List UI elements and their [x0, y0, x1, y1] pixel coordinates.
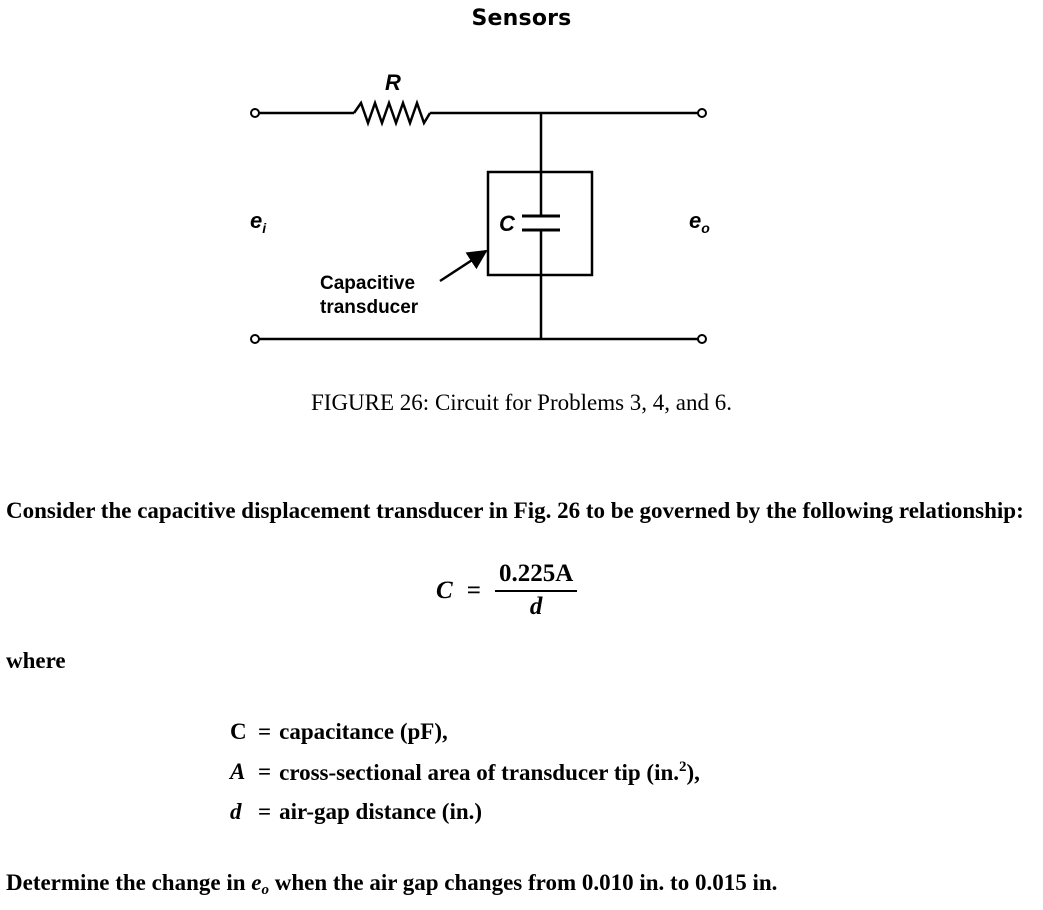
question-variable: e — [251, 870, 262, 895]
definition-text — [279, 759, 700, 786]
output-terminal-top — [698, 109, 706, 117]
intro-paragraph: Consider the capacitive displacement transducer in Fig. 26 to be governed by the following relationship: — [6, 498, 1024, 523]
input-terminal-bottom — [251, 335, 259, 343]
definition-text: air-gap distance (in.) — [279, 799, 483, 824]
equation-lhs: C — [436, 576, 453, 604]
capacitance-equation — [436, 560, 577, 621]
input-voltage-symbol: e — [250, 208, 263, 233]
output-voltage-symbol: e — [689, 208, 702, 233]
equation-denominator: d — [529, 593, 543, 620]
output-voltage-subscript: o — [701, 220, 710, 236]
definition-superscript: 2 — [679, 758, 687, 775]
output-terminal-bottom — [698, 335, 706, 343]
transducer-label-line1: Capacitive — [320, 273, 416, 294]
equation-equals: = — [466, 576, 481, 604]
definition-equals: = — [258, 799, 272, 824]
definition-row — [230, 712, 700, 752]
definition-text: capacitance (pF), — [279, 719, 448, 744]
definition-list — [230, 712, 700, 832]
definition-symbol: d — [230, 799, 242, 824]
where-label: where — [6, 648, 66, 673]
transducer-label-line2: transducer — [320, 297, 419, 318]
figure-caption: FIGURE 26: Circuit for Problems 3, 4, and 6. — [311, 390, 732, 415]
capacitor-label: C — [499, 211, 515, 236]
definition-text-tail: ), — [686, 759, 700, 785]
equation-fraction — [495, 560, 577, 621]
definition-text-main: cross-sectional area of transducer tip (in. — [279, 759, 680, 785]
question-text-pre: Determine the change in — [6, 870, 252, 895]
running-head: Sensors — [471, 6, 572, 31]
resistor-label: R — [385, 70, 401, 95]
resistor-symbol — [354, 103, 430, 123]
input-terminal-top — [251, 109, 259, 117]
transducer-arrow — [440, 251, 486, 281]
definition-symbol: C — [230, 719, 247, 744]
definition-symbol: A — [230, 759, 246, 784]
definition-row — [230, 752, 700, 792]
input-voltage-label — [250, 208, 267, 236]
definition-equals: = — [258, 759, 272, 784]
definition-equals: = — [258, 719, 272, 744]
definition-row — [230, 792, 700, 832]
question-text-post: when the air gap changes from 0.010 in. to 0.015 in. — [269, 870, 778, 895]
circuit-diagram — [0, 0, 1043, 380]
question-paragraph — [6, 868, 1036, 905]
input-voltage-subscript: i — [262, 220, 267, 236]
equation-numerator: 0.225A — [495, 560, 577, 592]
output-voltage-label — [689, 208, 710, 236]
question-variable-subscript: o — [261, 882, 270, 898]
